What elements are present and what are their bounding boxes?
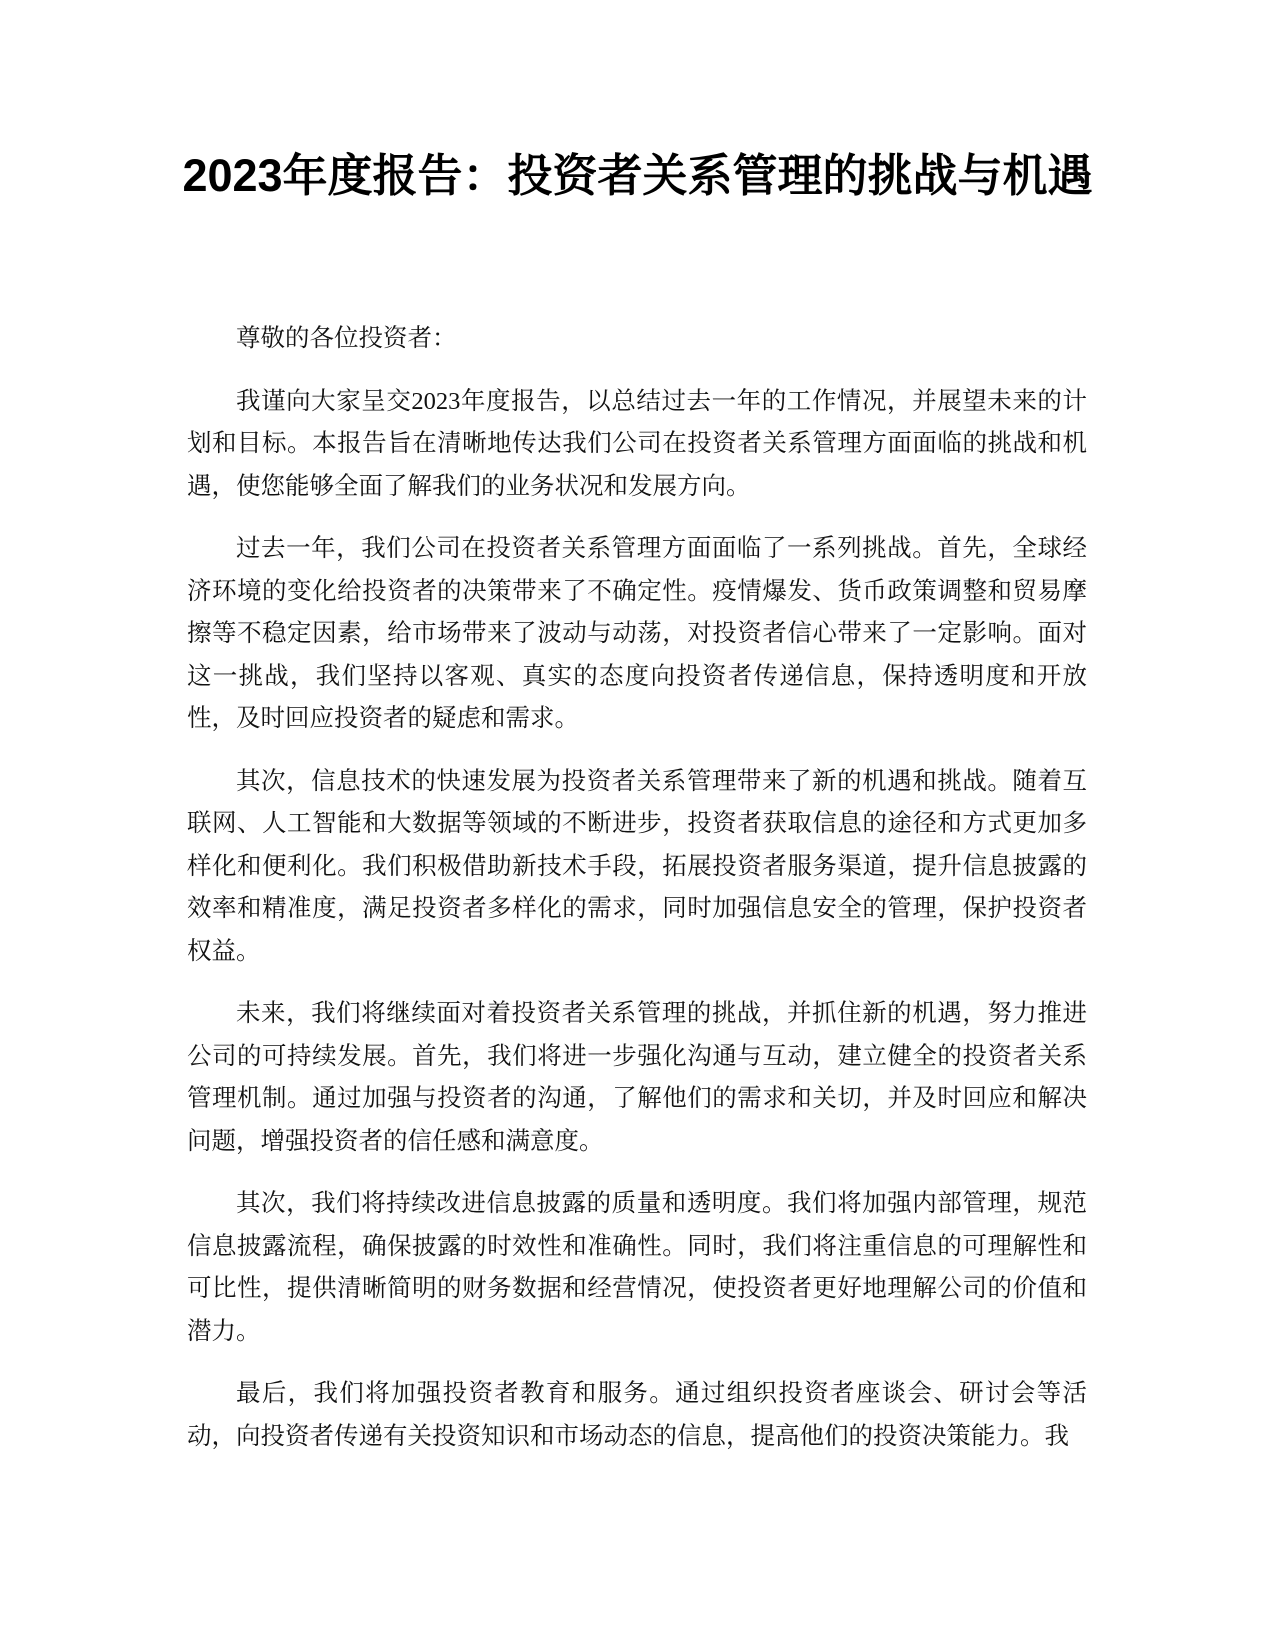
paragraph-intro: 我谨向大家呈交2023年度报告，以总结过去一年的工作情况，并展望未来的计划和目标。本报告旨在清晰地传达我们公司在投资者关系管理方面面临的挑战和机遇，使您能够全面了解我们的业务状况和发展方向。 (187, 387, 1087, 500)
paragraph-disclosure: 其次，我们将持续改进信息披露的质量和透明度。我们将加强内部管理，规范信息披露流程，确保披露的时效性和准确性。同时，我们将注重信息的可理解性和可比性，提供清晰简明的财务数据和经营情况，使投资者更好地理解公司的价值和潜力。 (187, 1190, 1087, 1345)
paragraph-challenges: 过去一年，我们公司在投资者关系管理方面面临了一系列挑战。首先，全球经济环境的变化给投资者的决策带来了不确定性。疫情爆发、货币政策调整和贸易摩擦等不稳定因素，给市场带来了波动与动荡，对投资者信心带来了一定影响。面对这一挑战，我们坚持以客观、真实的态度向投资者传递信息，保持透明度和开放性，及时回应投资者的疑虑和需求。 (187, 535, 1087, 732)
document-title: 2023年度报告：投资者关系管理的挑战与机遇 (182, 150, 1093, 201)
paragraph-education: 最后，我们将加强投资者教育和服务。通过组织投资者座谈会、研讨会等活动，向投资者传递有关投资知识和市场动态的信息，提高他们的投资决策能力。我 (187, 1380, 1087, 1450)
salutation: 尊敬的各位投资者： (236, 325, 457, 352)
paragraph-technology: 其次，信息技术的快速发展为投资者关系管理带来了新的机遇和挑战。随着互联网、人工智能和大数据等领域的不断进步，投资者获取信息的途径和方式更加多样化和便利化。我们积极借助新技术手段，拓展投资者服务渠道，提升信息披露的效率和精准度，满足投资者多样化的需求，同时加强信息安全的管理，保护投资者权益。 (187, 767, 1087, 965)
document-body (187, 318, 1087, 1478)
paragraph-future: 未来，我们将继续面对着投资者关系管理的挑战，并抓住新的机遇，努力推进公司的可持续发展。首先，我们将进一步强化沟通与互动，建立健全的投资者关系管理机制。通过加强与投资者的沟通，了解他们的需求和关切，并及时回应和解决问题，增强投资者的信任感和满意度。 (187, 1000, 1087, 1155)
